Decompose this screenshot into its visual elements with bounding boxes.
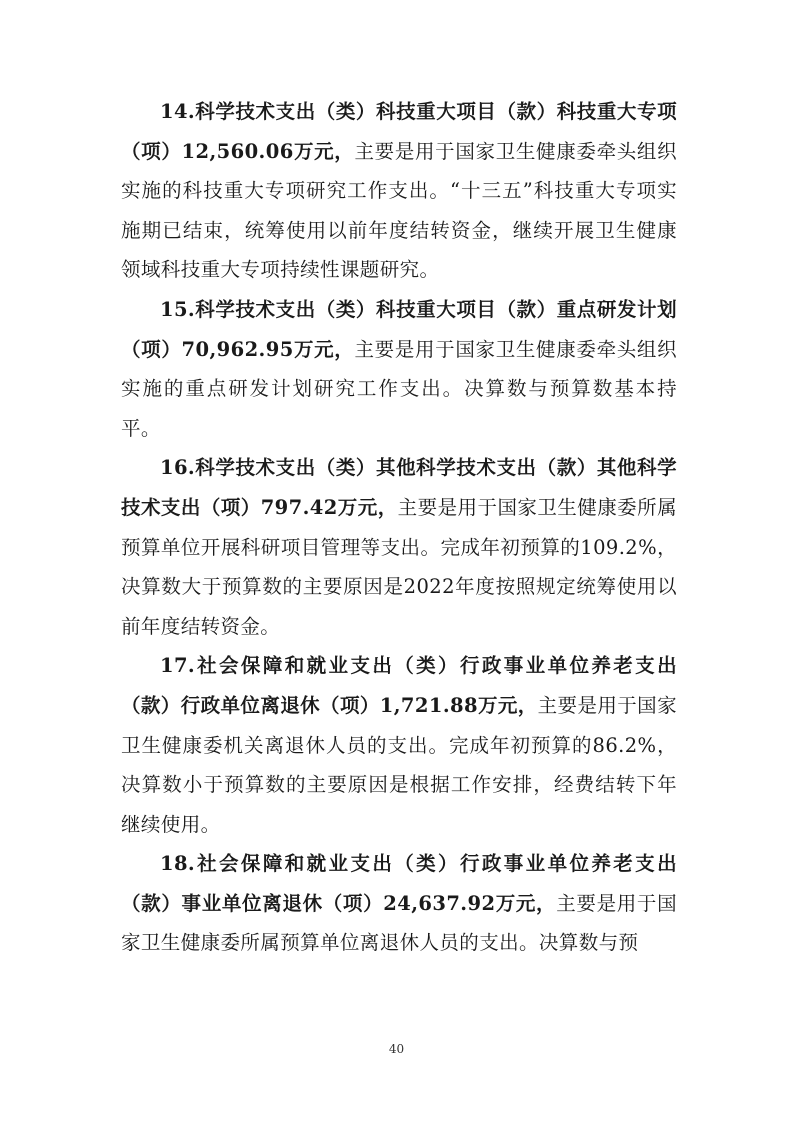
paragraph-18-text: 主要是用于国家卫生健康委所属预算单位离退休人员的支出。决算数与预: [121, 891, 677, 955]
paragraph-14-heading: 14.科学技术支出（类）科技重大项目（款）科技重大专项（项）12,560.06万元，: [121, 100, 677, 163]
paragraph-18-heading: 18.社会保障和就业支出（类）行政事业单位养老支出（款）事业单位离退休（项）24,637.92万元，: [121, 852, 677, 915]
paragraph-16-text: 主要是用于国家卫生健康委所属预算单位开展科研项目管理等支出。完成年初预算的109.2%，决算数大于预算数的主要原因是2022年度按照规定统筹使用以前年度结转资金。: [121, 495, 677, 638]
document-body: [121, 92, 677, 963]
paragraph-14: [121, 92, 677, 290]
paragraph-15-text: 主要是用于国家卫生健康委牵头组织实施的重点研发计划研究工作支出。决算数与预算数基本持平。: [121, 337, 677, 440]
paragraph-18: [121, 844, 677, 963]
paragraph-15: [121, 290, 677, 448]
paragraph-17: [121, 646, 677, 844]
paragraph-17-text: 主要是用于国家卫生健康委机关离退休人员的支出。完成年初预算的86.2%，决算数小于预算数的主要原因是根据工作安排，经费结转下年继续使用。: [121, 693, 677, 836]
paragraph-15-heading: 15.科学技术支出（类）科技重大项目（款）重点研发计划（项）70,962.95万元，: [121, 297, 677, 361]
paragraph-16: [121, 448, 677, 646]
paragraph-16-heading: 16.科学技术支出（类）其他科学技术支出（款）其他科学技术支出（项）797.42万元，: [121, 456, 677, 519]
paragraph-17-heading: 17.社会保障和就业支出（类）行政事业单位养老支出（款）行政单位离退休（项）1,721.88万元，: [121, 654, 677, 717]
page-number: 40: [388, 1042, 405, 1056]
paragraph-14-text: 主要是用于国家卫生健康委牵头组织实施的科技重大专项研究工作支出。“十三五”科技重大专项实施期已结束，统筹使用以前年度结转资金，继续开展卫生健康领域科技重大专项持续性课题研究。: [121, 139, 677, 282]
